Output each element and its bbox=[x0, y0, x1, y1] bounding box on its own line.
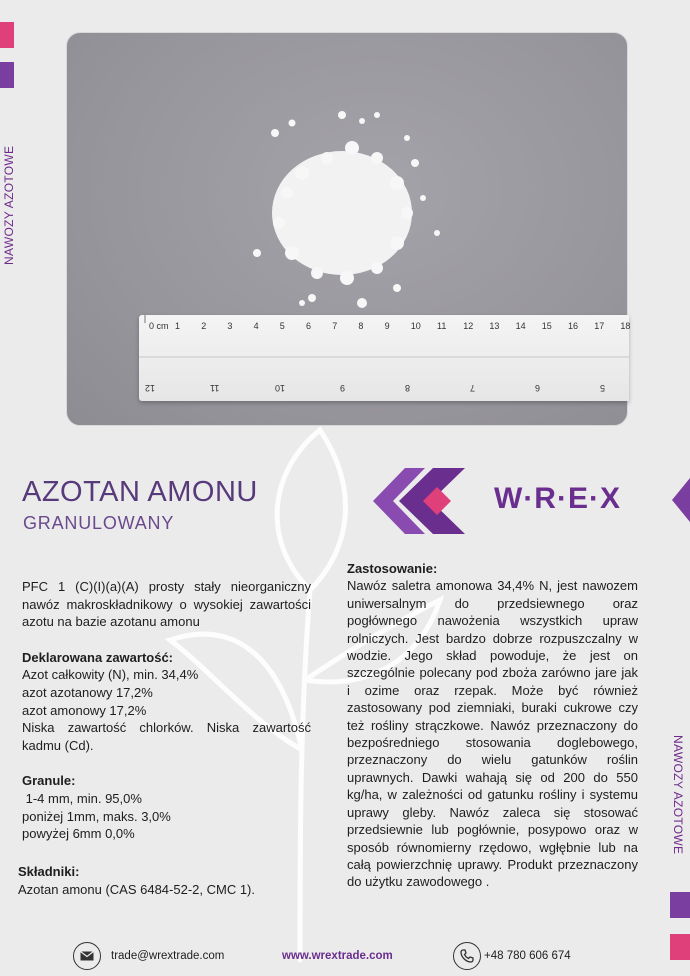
accent-square-right-mid bbox=[670, 892, 690, 918]
product-description: PFC 1 (C)(I)(a)(A) prosty stały nieorganiczny nawóz makroskładnikowy o wysokiej zawartości azotu na bazie azotanu amonu bbox=[22, 579, 311, 630]
ruler-tick-label-inverted: 6 bbox=[535, 383, 541, 393]
declared-line: azot amonowy 17,2% bbox=[22, 702, 147, 718]
footer-phone[interactable]: +48 780 606 674 bbox=[484, 950, 571, 962]
ruler-tick-label: 5 bbox=[279, 321, 285, 331]
wrex-logo-mark bbox=[365, 468, 487, 534]
ruler-tick-label: 13 bbox=[489, 321, 500, 331]
ruler-tick-label: 1 bbox=[175, 321, 181, 331]
usage-section bbox=[347, 560, 638, 891]
ruler-top-labels bbox=[139, 321, 629, 335]
declared-line: azot azotanowy 17,2% bbox=[22, 684, 153, 700]
declared-heading: Deklarowana zawartość: bbox=[22, 649, 174, 665]
ruler-tick-label: 4 bbox=[253, 321, 259, 331]
declared-line: Niska zawartość chlorków. Niska zawartość kadmu (Cd). bbox=[22, 720, 311, 753]
ingredients-heading: Składniki: bbox=[18, 864, 80, 879]
ruler-tick-label: 16 bbox=[568, 321, 579, 331]
granules-line: 1-4 mm, min. 95,0% bbox=[22, 790, 142, 806]
usage-heading: Zastosowanie: bbox=[347, 561, 438, 576]
usage-text: Nawóz saletra amonowa 34,4% N, jest nawozem uniwersalnym do przedsiewnego oraz pogłównego nawożenia wszystkich upraw rolniczych. Jest bardzo dobrze rozpuszczalny w wodzie. Jego skład powoduje, że jest on szczególnie polecany pod zboża zarówno jare jak i ozime oraz rzepak. Może być również zastosowany pod ziemniaki, buraki cukrowe czy też rośliny strączkowe. Nawóz przeznaczony do bezpośredniego stosowania doglebowego, przeznaczony do wielu gatunków roślin uprawnych. Dawki wahają się od 200 do 550 kg/ha, w zależności od gatunku rośliny i systemu uprawy gleby. Nawóz zaleca się stosować przedsiewnie lub pogłównie, posypowo oraz w sposób równomierny rzędowo, wgłębnie lub na całą powierzchnię uprawy. Produkt przeznaczony do użytku zawodowego . bbox=[347, 578, 638, 890]
ruler-bottom-labels bbox=[139, 383, 629, 397]
side-label-left: NAWOZY AZOTOWE bbox=[2, 145, 16, 265]
ruler-tick-label-inverted: 9 bbox=[340, 383, 346, 393]
ruler-tick-label-inverted: 5 bbox=[600, 383, 606, 393]
ruler-tick-label: 6 bbox=[306, 321, 312, 331]
footer-website[interactable]: www.wrextrade.com bbox=[282, 950, 393, 962]
ruler-tick-label: 10 bbox=[410, 321, 421, 331]
ruler-tick-label: 8 bbox=[358, 321, 364, 331]
product-title: AZOTAN AMONU bbox=[22, 476, 258, 508]
ingredients-text: Azotan amonu (CAS 6484-52-2, CMC 1). bbox=[18, 882, 255, 897]
ruler-tick-label: 14 bbox=[515, 321, 526, 331]
side-label-right: NAWOZY AZOTOWE bbox=[671, 735, 685, 855]
footer bbox=[0, 942, 690, 972]
ruler-tick-label: 7 bbox=[332, 321, 338, 331]
ruler-tick-label: 11 bbox=[437, 321, 447, 331]
ruler-tick-label: 9 bbox=[384, 321, 390, 331]
wrex-logo-edge bbox=[668, 478, 690, 522]
ruler-tick-label-inverted: 11 bbox=[210, 383, 220, 393]
ruler-tick-label-inverted: 10 bbox=[275, 383, 286, 393]
declared-content bbox=[22, 649, 311, 755]
ruler-tick-label: 17 bbox=[594, 321, 605, 331]
ruler-tick-label-inverted: 12 bbox=[145, 383, 156, 393]
ruler-tick-label-inverted: 8 bbox=[405, 383, 411, 393]
ingredients-section bbox=[18, 863, 255, 899]
ruler-tick-label-inverted: 7 bbox=[470, 383, 476, 393]
ruler-tick-label: 15 bbox=[541, 321, 552, 331]
granules-section bbox=[22, 772, 311, 842]
left-column bbox=[22, 578, 311, 843]
granules-line: powyżej 6mm 0,0% bbox=[22, 826, 135, 842]
granules-line: poniżej 1mm, maks. 3,0% bbox=[22, 808, 171, 824]
phone-icon[interactable] bbox=[453, 942, 481, 970]
granules-heading: Granule: bbox=[22, 773, 76, 789]
brand-name: W·R·E·X bbox=[494, 482, 621, 515]
ruler-unit-label: 0 cm bbox=[149, 321, 169, 331]
ruler-tick-label: 18 bbox=[620, 321, 631, 331]
ruler-tick-label: 2 bbox=[201, 321, 207, 331]
footer-email[interactable]: trade@wrextrade.com bbox=[111, 950, 225, 962]
accent-square-left-mid bbox=[0, 62, 14, 88]
accent-square-left-top bbox=[0, 22, 14, 48]
envelope-icon[interactable] bbox=[73, 942, 101, 970]
ruler bbox=[139, 315, 629, 401]
declared-line: Azot całkowity (N), min. 34,4% bbox=[22, 667, 199, 683]
product-subtitle: GRANULOWANY bbox=[23, 513, 175, 533]
granules-pile bbox=[247, 103, 447, 313]
ruler-tick-label: 3 bbox=[227, 321, 233, 331]
product-photo bbox=[66, 32, 631, 426]
ruler-tick-label: 12 bbox=[463, 321, 474, 331]
